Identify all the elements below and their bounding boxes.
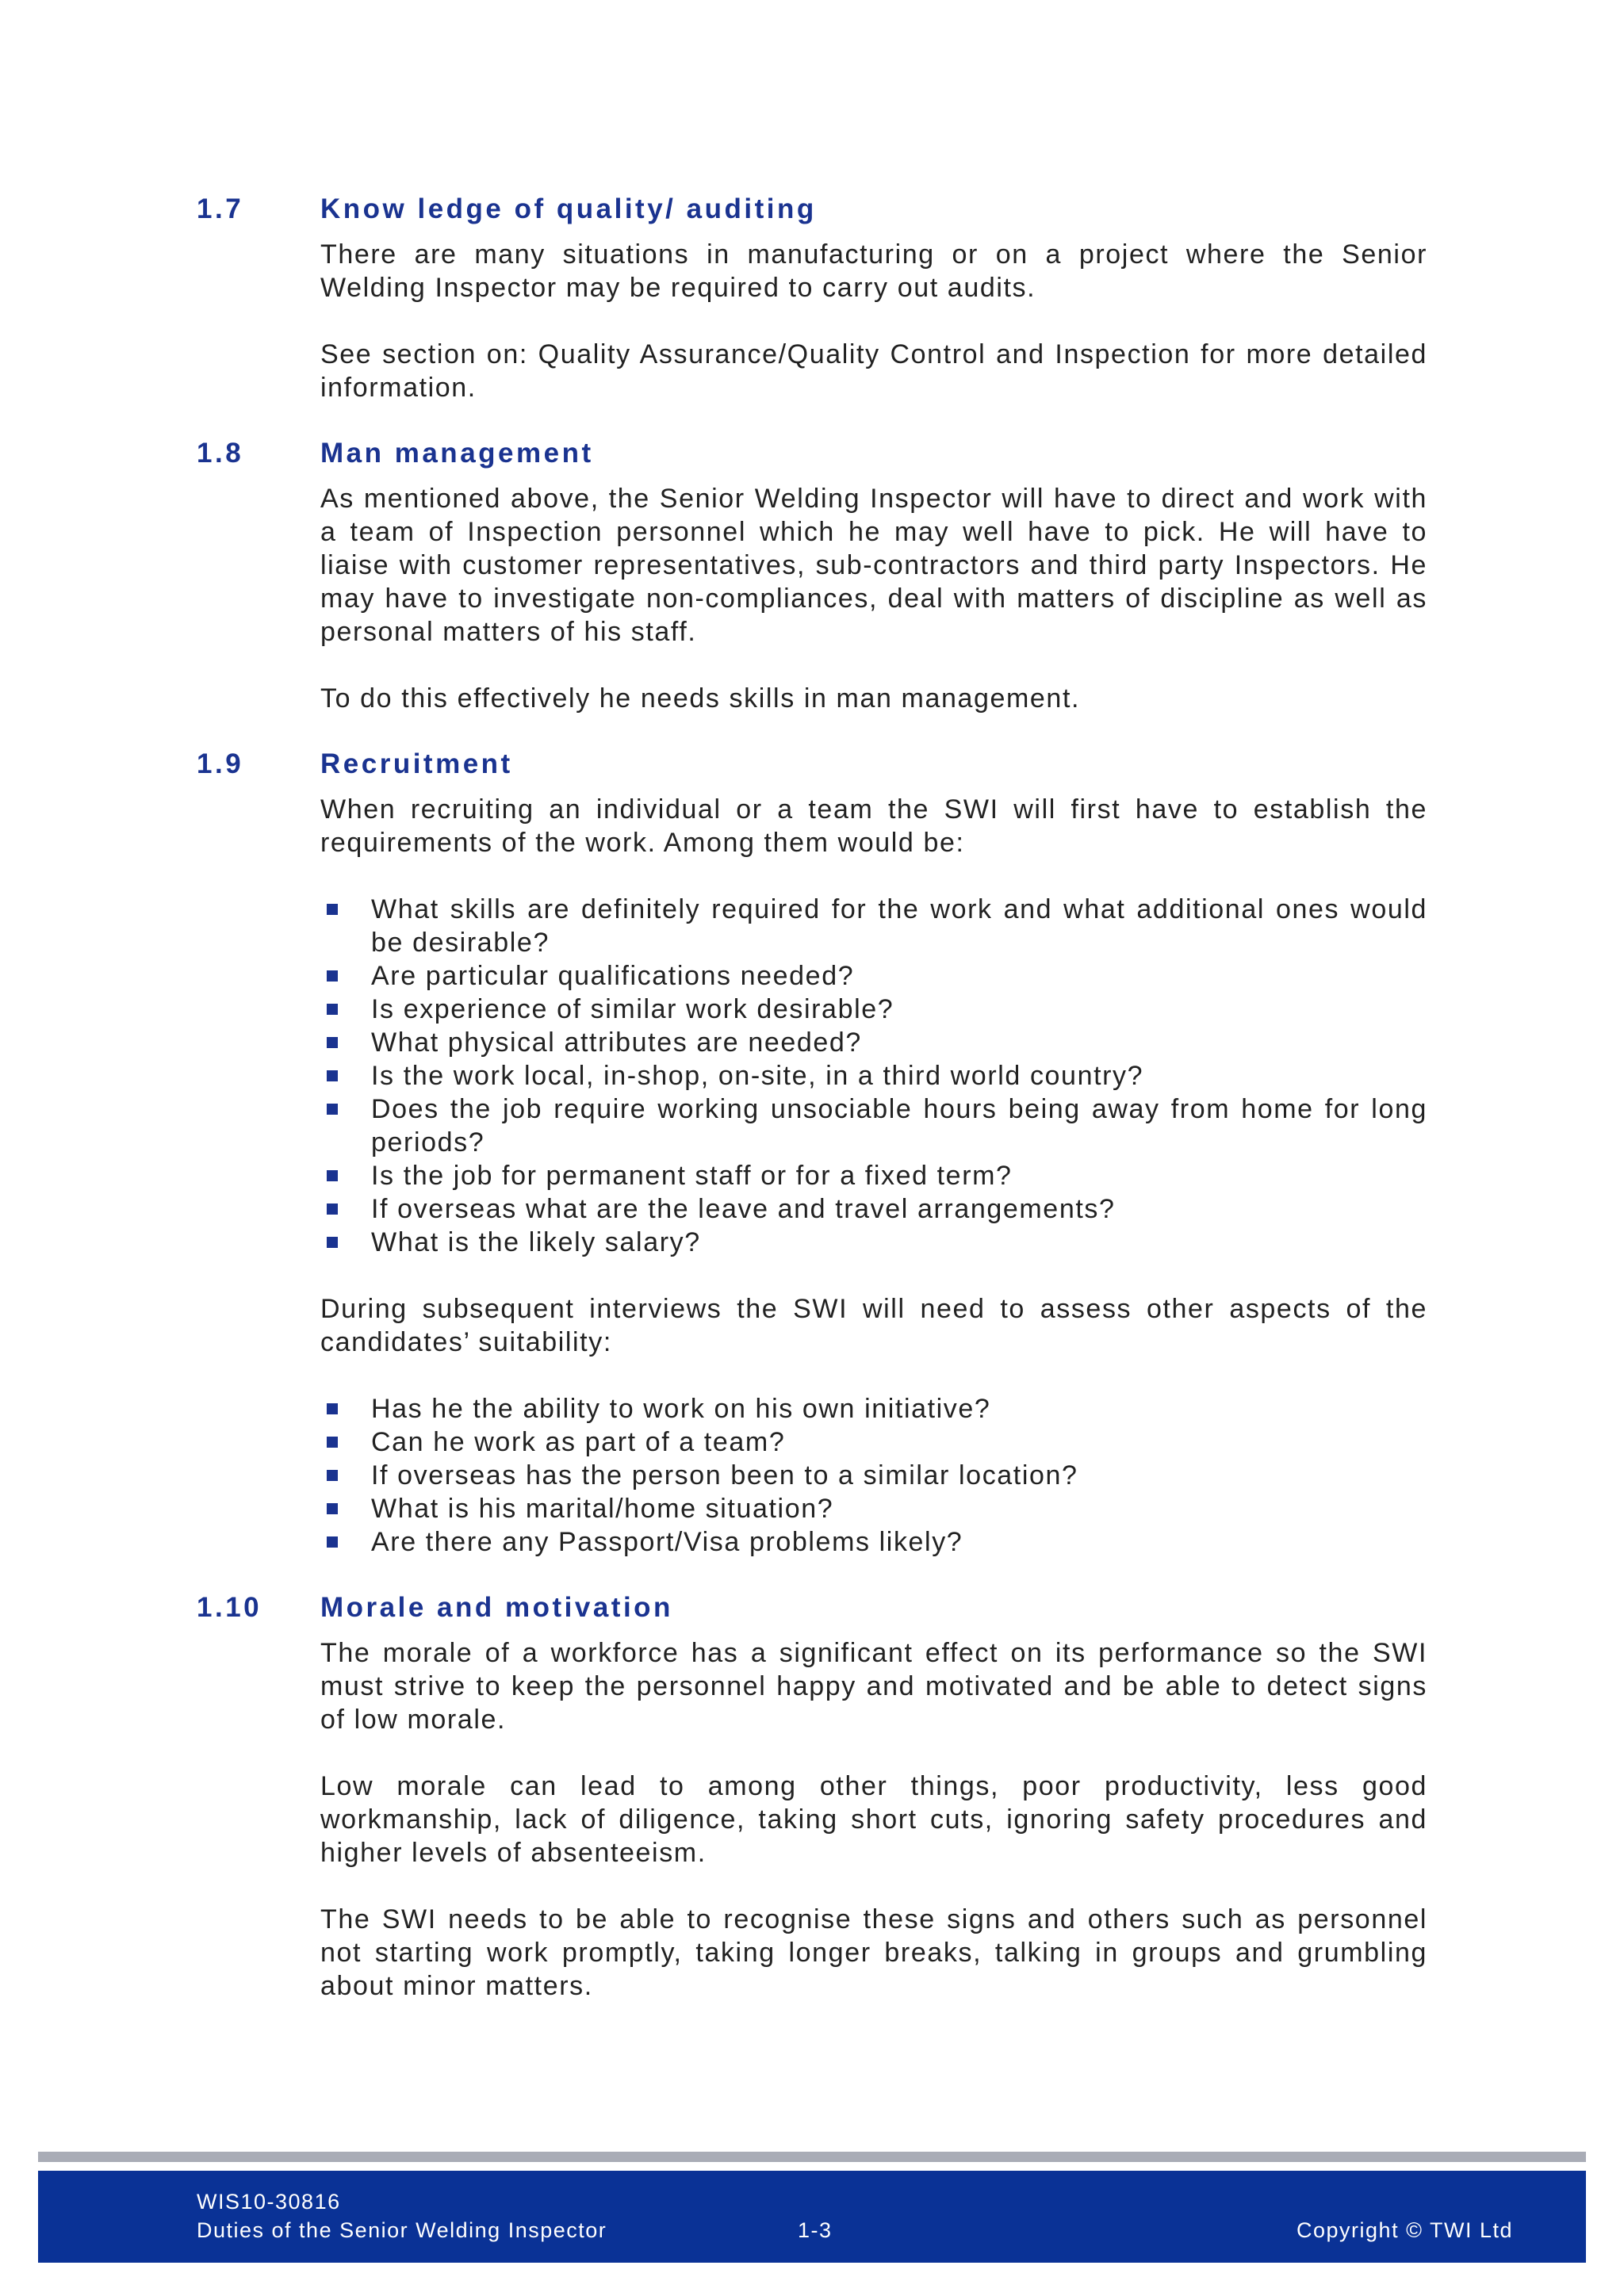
list-item — [320, 1093, 1427, 1159]
square-bullet-icon — [327, 1104, 338, 1115]
section-number: 1.9 — [197, 748, 244, 779]
paragraph: The SWI needs to be able to recognise these signs and others such as personnel not starting work promptly, taking longer breaks, talking in groups and grumbling about minor matters. — [320, 1904, 1427, 2001]
list-item — [320, 1392, 1427, 1425]
section-number: 1.8 — [197, 438, 244, 469]
section-1-9 — [197, 748, 1427, 1559]
section-1-10 — [197, 1592, 1427, 2003]
list-item — [320, 1026, 1427, 1059]
bullet-list — [320, 893, 1427, 1259]
section-1-8 — [197, 438, 1427, 715]
list-item — [320, 959, 1427, 993]
footer-copyright: Copyright © TWI Ltd — [1297, 2218, 1513, 2242]
list-item-text: What is the likely salary? — [371, 1227, 701, 1257]
list-item-text: If overseas has the person been to a similar location? — [371, 1460, 1078, 1490]
section-heading — [197, 438, 1427, 482]
square-bullet-icon — [327, 1437, 338, 1448]
list-item-text: What physical attributes are needed? — [371, 1027, 862, 1058]
section-body — [320, 1636, 1427, 2003]
list-item — [320, 1492, 1427, 1525]
square-bullet-icon — [327, 970, 338, 982]
list-item — [320, 1425, 1427, 1459]
list-item — [320, 893, 1427, 959]
list-item — [320, 1192, 1427, 1226]
section-body — [320, 482, 1427, 715]
square-bullet-icon — [327, 1536, 338, 1548]
square-bullet-icon — [327, 1070, 338, 1081]
section-title: Morale and motivation — [320, 1592, 673, 1623]
list-item-text: If overseas what are the leave and travel arrangements? — [371, 1194, 1116, 1224]
section-1-7 — [197, 193, 1427, 404]
square-bullet-icon — [327, 904, 338, 915]
square-bullet-icon — [327, 1170, 338, 1181]
section-body — [320, 238, 1427, 404]
footer-document-code: WIS10-30816 — [197, 2190, 341, 2214]
paragraph: There are many situations in manufacturing or on a project where the Senior Welding Inspector may be required to carry out audits. — [320, 239, 1427, 303]
paragraph: During subsequent interviews the SWI will need to assess other aspects of the candidates’ suitability: — [320, 1294, 1427, 1357]
square-bullet-icon — [327, 1037, 338, 1048]
footer-page-number: 1-3 — [798, 2218, 833, 2242]
list-item — [320, 1059, 1427, 1093]
square-bullet-icon — [327, 1403, 338, 1414]
list-item-text: Can he work as part of a team? — [371, 1427, 786, 1457]
list-item-text: What is his marital/home situation? — [371, 1494, 834, 1524]
list-item-text: Is experience of similar work desirable? — [371, 994, 894, 1024]
list-item-text: Does the job require working unsociable hours being away from home for long periods? — [371, 1094, 1427, 1158]
section-body — [320, 793, 1427, 1559]
list-item-text: Is the work local, in-shop, on-site, in a third world country? — [371, 1061, 1144, 1091]
paragraph: To do this effectively he needs skills in man management. — [320, 683, 1081, 714]
square-bullet-icon — [327, 1203, 338, 1215]
paragraph: Low morale can lead to among other things, poor productivity, less good workmanship, lack of diligence, taking short cuts, ignoring safety procedures and higher levels of absenteeism. — [320, 1771, 1427, 1868]
page-footer — [38, 2171, 1586, 2263]
bullet-list — [320, 1392, 1427, 1559]
square-bullet-icon — [327, 1004, 338, 1015]
list-item — [320, 1525, 1427, 1559]
list-item-text: Are there any Passport/Visa problems likely? — [371, 1527, 963, 1557]
section-heading — [197, 748, 1427, 793]
footer-document-title: Duties of the Senior Welding Inspector — [197, 2218, 607, 2242]
list-item-text: Is the job for permanent staff or for a fixed term? — [371, 1161, 1013, 1191]
list-item — [320, 1226, 1427, 1259]
list-item — [320, 1159, 1427, 1192]
list-item-text: Has he the ability to work on his own initiative? — [371, 1394, 991, 1424]
list-item — [320, 993, 1427, 1026]
footer-divider — [38, 2152, 1586, 2162]
square-bullet-icon — [327, 1470, 338, 1481]
section-number: 1.7 — [197, 193, 244, 224]
square-bullet-icon — [327, 1503, 338, 1514]
section-number: 1.10 — [197, 1592, 262, 1623]
square-bullet-icon — [327, 1237, 338, 1248]
paragraph: The morale of a workforce has a significant effect on its performance so the SWI must strive to keep the personnel happy and motivated and be able to detect signs of low morale. — [320, 1638, 1427, 1735]
list-item — [320, 1459, 1427, 1492]
list-item-text: Are particular qualifications needed? — [371, 961, 855, 991]
paragraph: See section on: Quality Assurance/Quality Control and Inspection for more detailed information. — [320, 339, 1427, 403]
section-title: Recruitment — [320, 748, 513, 779]
paragraph: As mentioned above, the Senior Welding Inspector will have to direct and work with a team of Inspection personnel which he may well have to pick. He will have to liaise with customer representatives, sub-contractors and third party Inspectors. He may have to investigate non-compliances, deal with matters of discipline as well as personal matters of his staff. — [320, 484, 1427, 647]
section-heading — [197, 193, 1427, 238]
list-item-text: What skills are definitely required for the work and what additional ones would be desirable? — [371, 894, 1427, 958]
section-title: Man management — [320, 438, 594, 469]
document-body — [197, 193, 1427, 2036]
paragraph: When recruiting an individual or a team the SWI will first have to establish the requirements of the work. Among them would be: — [320, 794, 1427, 858]
section-heading — [197, 1592, 1427, 1636]
section-title: Know ledge of quality/ auditing — [320, 193, 817, 224]
